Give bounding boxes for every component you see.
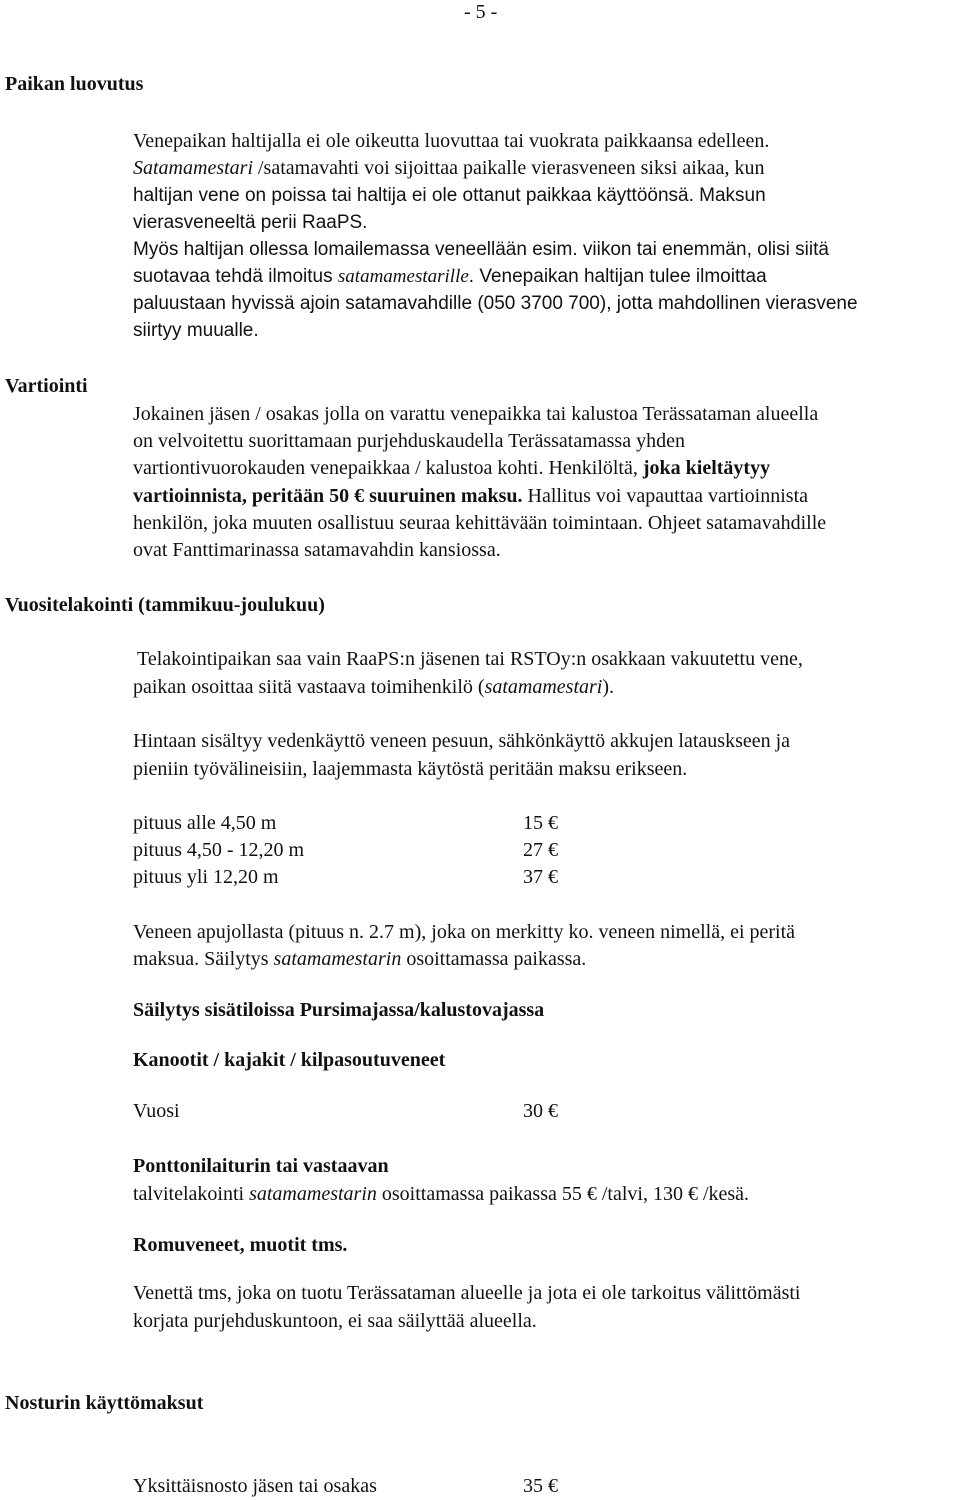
price-row-label: pituus yli 12,20 m (133, 866, 279, 888)
ponttonilaituri-line: talvitelakointi satamamestarin osoittamassa paikassa 55 € /talvi, 130 € /kesä. (133, 1183, 750, 1205)
price-row-label: pituus alle 4,50 m (133, 812, 277, 834)
romuveneet-line-2: korjata purjehduskuntoon, ei saa säilyttää alueella. (133, 1310, 537, 1332)
vartiointi-line-6: ovat Fanttimarinassa satamavahdin kansiossa. (133, 539, 501, 561)
luovutus-line-2: Satamamestari /satamavahti voi sijoittaa paikalle vierasveneen siksi aikaa, kun (133, 157, 765, 179)
vartiointi-line-4: vartioinnista, peritään 50 € suuruinen maksu. Hallitus voi vapauttaa vartioinnista (133, 485, 809, 507)
nosturi-price-value: 35 € (523, 1475, 558, 1497)
vartiointi-line-5: henkilön, joka muuten osallistuu seuraa kehittävään toimintaan. Ohjeet satamavahdille (133, 512, 827, 534)
luovutus-line-7: paluustaan hyvissä ajoin satamavahdille (050 3700 700), jotta mahdollinen vierasvene (133, 293, 858, 314)
subheading-sisatilat: Säilytys sisätiloissa Pursimajassa/kalustovajassa (133, 999, 545, 1021)
subheading-ponttonilaituri: Ponttonilaiturin tai vastaavan (133, 1155, 389, 1177)
luovutus-line-1: Venepaikan haltijalla ei ole oikeutta luovuttaa tai vuokrata paikkaansa edelleen. (133, 130, 770, 152)
luovutus-line-6: suotavaa tehdä ilmoitus satamamestarille. Venepaikan haltijan tulee ilmoittaa (133, 266, 767, 287)
section-heading-vartiointi: Vartiointi (5, 375, 88, 397)
vartiointi-line-3: vartiontivuorokauden venepaikkaa / kalustoa kohti. Henkilöltä, joka kieltäytyy (133, 457, 771, 479)
luovutus-line-3: haltijan vene on poissa tai haltija ei ole ottanut paikkaa käyttöönsä. Maksun (133, 185, 766, 206)
subheading-kanootit: Kanootit / kajakit / kilpasoutuveneet (133, 1049, 446, 1071)
vartiointi-line-1: Jokainen jäsen / osakas jolla on varattu venepaikka tai kalustoa Terässataman alueella (133, 403, 819, 425)
vartiointi-line-2: on velvoitettu suorittamaan purjehduskaudella Terässatamassa yhden (133, 430, 685, 452)
telakointi-para-2-line-2: pieniin työvälineisiin, laajemmasta käytöstä peritään maksu erikseen. (133, 758, 688, 780)
price-row-value: 15 € (523, 812, 558, 834)
telakointi-para-1-line-2: paikan osoittaa siitä vastaava toimihenkilö (satamamestari). (133, 676, 615, 698)
vuosi-price-value: 30 € (523, 1100, 558, 1122)
page-number: - 5 - (464, 1, 498, 23)
luovutus-line-4: vierasveneeltä perii RaaPS. (133, 212, 368, 233)
price-row-label: pituus 4,50 - 12,20 m (133, 839, 305, 861)
price-row-value: 37 € (523, 866, 558, 888)
section-heading-paikan-luovutus: Paikan luovutus (5, 73, 144, 95)
nosturi-price-label: Yksittäisnosto jäsen tai osakas (133, 1475, 377, 1497)
price-row-value: 27 € (523, 839, 558, 861)
subheading-romuveneet: Romuveneet, muotit tms. (133, 1234, 348, 1256)
luovutus-line-5: Myös haltijan ollessa lomailemassa veneellään esim. viikon tai enemmän, olisi siitä (133, 239, 829, 260)
vuosi-price-label: Vuosi (133, 1100, 180, 1122)
telakointi-para-1-line-1: Telakointipaikan saa vain RaaPS:n jäsenen tai RSTOy:n osakkaan vakuutettu vene, (137, 648, 803, 670)
section-heading-nosturi: Nosturin käyttömaksut (5, 1392, 204, 1414)
luovutus-line-8: siirtyy muualle. (133, 320, 259, 341)
apujolla-line-1: Veneen apujollasta (pituus n. 2.7 m), joka on merkitty ko. veneen nimellä, ei peritä (133, 921, 796, 943)
section-heading-vuositelakointi: Vuositelakointi (tammikuu-joulukuu) (5, 594, 325, 616)
romuveneet-line-1: Venettä tms, joka on tuotu Terässataman alueelle ja jota ei ole tarkoitus välittömästi (133, 1282, 801, 1304)
apujolla-line-2: maksua. Säilytys satamamestarin osoittamassa paikassa. (133, 948, 587, 970)
telakointi-para-2-line-1: Hintaan sisältyy vedenkäyttö veneen pesuun, sähkönkäyttö akkujen latauskseen ja (133, 730, 791, 752)
